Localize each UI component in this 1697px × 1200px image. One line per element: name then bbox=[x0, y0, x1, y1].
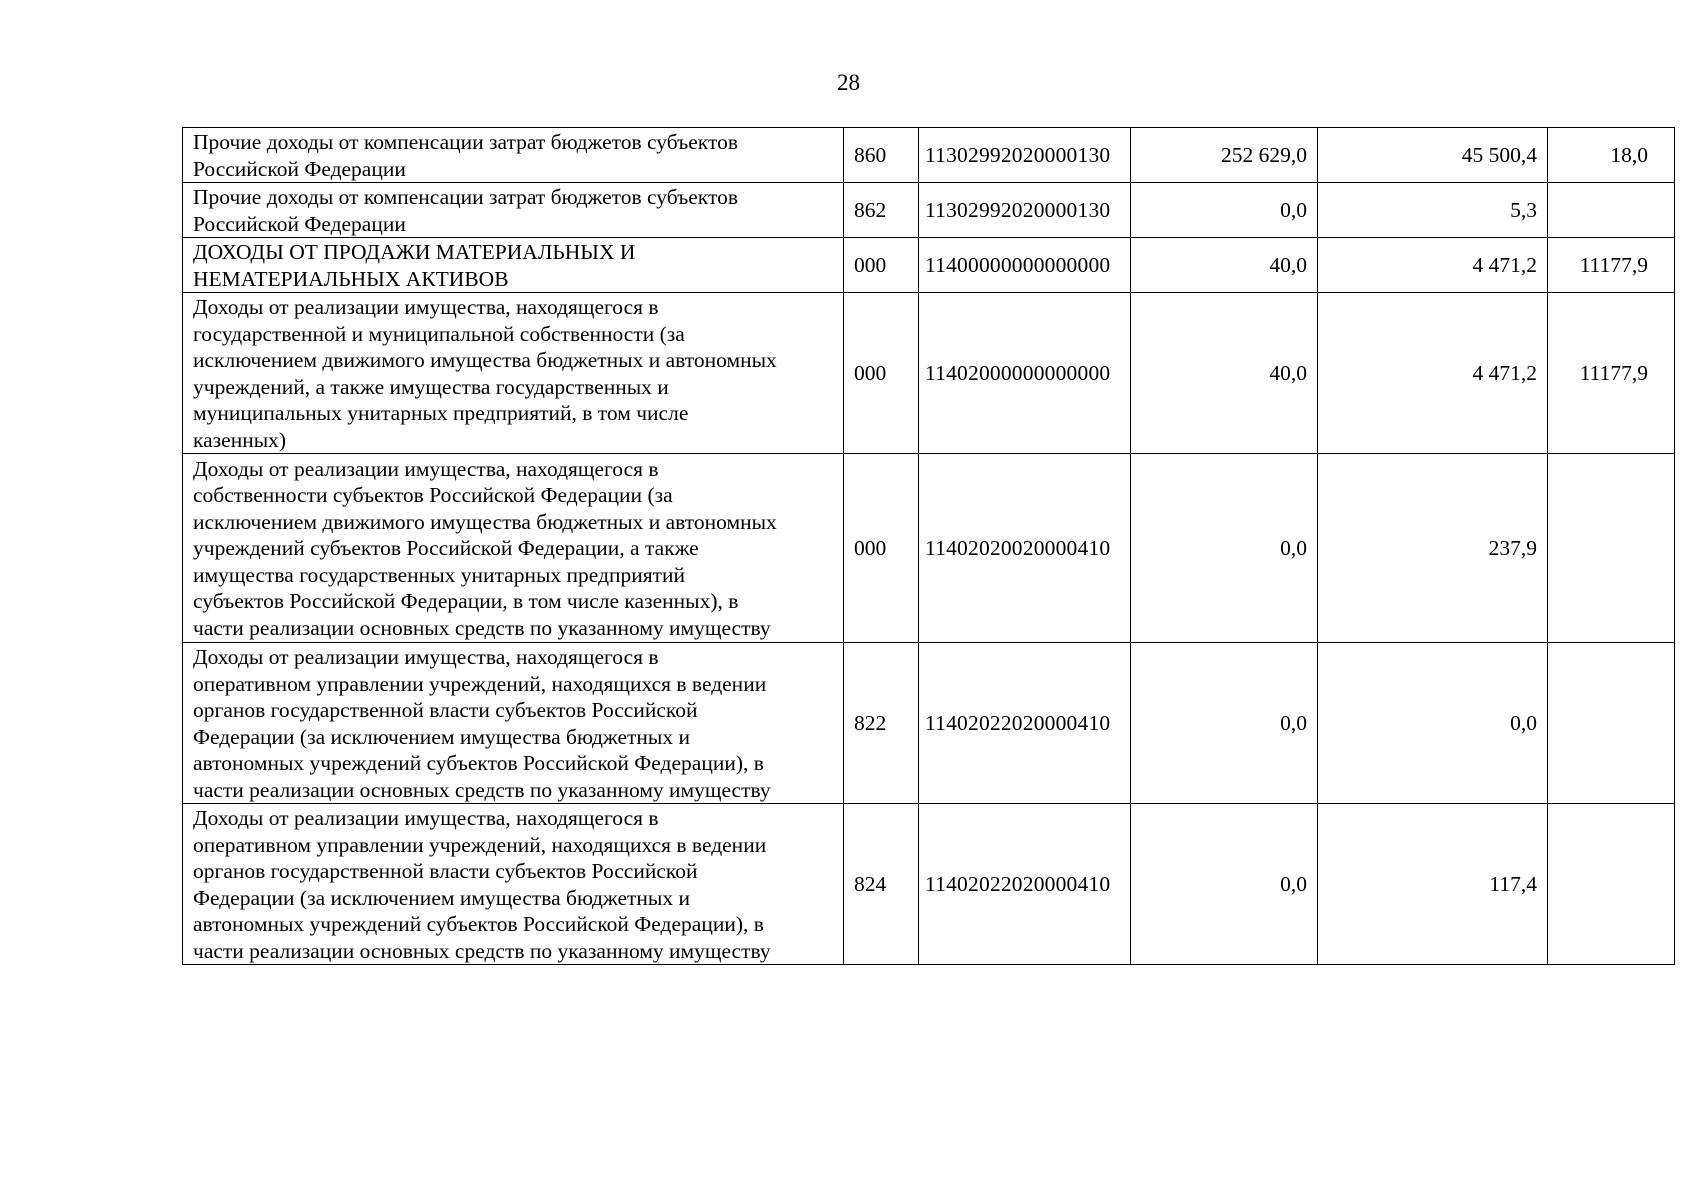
budget-code-cell: 11302992020000130 bbox=[919, 183, 1131, 238]
admin-code-cell: 000 bbox=[844, 454, 919, 643]
admin-code-cell: 824 bbox=[844, 804, 919, 965]
budget-code-cell: 11402000000000000 bbox=[919, 293, 1131, 454]
income-name-cell: Доходы от реализации имущества, находящегося в оперативном управлении учреждений, находящихся в ведении органов государственной власти субъектов Российской Федерации (за исключением имущества бюджетных и автономных учреждений субъектов Российской Федерации), в части реализации основных средств по указанному имуществу bbox=[183, 804, 844, 965]
table-row bbox=[183, 238, 1675, 293]
page-number: 28 bbox=[837, 70, 860, 95]
percent-cell bbox=[1548, 454, 1675, 643]
income-name-cell: ДОХОДЫ ОТ ПРОДАЖИ МАТЕРИАЛЬНЫХ И НЕМАТЕРИАЛЬНЫХ АКТИВОВ bbox=[183, 238, 844, 293]
percent-cell: 18,0 bbox=[1548, 128, 1675, 183]
income-name-cell: Доходы от реализации имущества, находящегося в собственности субъектов Российской Федерации (за исключением движимого имущества бюджетных и автономных учреждений субъектов Российской Федерации, а также имущества государственных унитарных предприятий субъектов Российской Федерации, в том числе казенных), в части реализации основных средств по указанному имуществу bbox=[183, 454, 844, 643]
income-name-cell: Прочие доходы от компенсации затрат бюджетов субъектов Российской Федерации bbox=[183, 128, 844, 183]
admin-code-cell: 000 bbox=[844, 238, 919, 293]
fact-amount-cell: 0,0 bbox=[1318, 643, 1548, 804]
percent-cell: 11177,9 bbox=[1548, 238, 1675, 293]
budget-code-cell: 11302992020000130 bbox=[919, 128, 1131, 183]
percent-cell bbox=[1548, 804, 1675, 965]
plan-amount-cell: 252 629,0 bbox=[1131, 128, 1318, 183]
fact-amount-cell: 5,3 bbox=[1318, 183, 1548, 238]
fact-amount-cell: 45 500,4 bbox=[1318, 128, 1548, 183]
fact-amount-cell: 4 471,2 bbox=[1318, 238, 1548, 293]
plan-amount-cell: 0,0 bbox=[1131, 643, 1318, 804]
income-name-cell: Доходы от реализации имущества, находящегося в государственной и муниципальной собственности (за исключением движимого имущества бюджетных и автономных учреждений, а также имущества государственных и муниципальных унитарных предприятий, в том числе казенных) bbox=[183, 293, 844, 454]
table-row bbox=[183, 643, 1675, 804]
income-name-cell: Прочие доходы от компенсации затрат бюджетов субъектов Российской Федерации bbox=[183, 183, 844, 238]
budget-code-cell: 11402022020000410 bbox=[919, 804, 1131, 965]
plan-amount-cell: 40,0 bbox=[1131, 238, 1318, 293]
table-row bbox=[183, 293, 1675, 454]
income-name-cell: Доходы от реализации имущества, находящегося в оперативном управлении учреждений, находящихся в ведении органов государственной власти субъектов Российской Федерации (за исключением имущества бюджетных и автономных учреждений субъектов Российской Федерации), в части реализации основных средств по указанному имуществу bbox=[183, 643, 844, 804]
budget-code-cell: 11402022020000410 bbox=[919, 643, 1131, 804]
percent-cell bbox=[1548, 183, 1675, 238]
table-row bbox=[183, 183, 1675, 238]
table-row bbox=[183, 128, 1675, 183]
admin-code-cell: 862 bbox=[844, 183, 919, 238]
table-row bbox=[183, 804, 1675, 965]
admin-code-cell: 000 bbox=[844, 293, 919, 454]
percent-cell bbox=[1548, 643, 1675, 804]
budget-revenue-table bbox=[182, 127, 1675, 965]
fact-amount-cell: 4 471,2 bbox=[1318, 293, 1548, 454]
plan-amount-cell: 0,0 bbox=[1131, 454, 1318, 643]
fact-amount-cell: 237,9 bbox=[1318, 454, 1548, 643]
admin-code-cell: 860 bbox=[844, 128, 919, 183]
plan-amount-cell: 0,0 bbox=[1131, 804, 1318, 965]
table-row bbox=[183, 454, 1675, 643]
plan-amount-cell: 0,0 bbox=[1131, 183, 1318, 238]
admin-code-cell: 822 bbox=[844, 643, 919, 804]
budget-code-cell: 11402020020000410 bbox=[919, 454, 1131, 643]
fact-amount-cell: 117,4 bbox=[1318, 804, 1548, 965]
percent-cell: 11177,9 bbox=[1548, 293, 1675, 454]
plan-amount-cell: 40,0 bbox=[1131, 293, 1318, 454]
budget-code-cell: 11400000000000000 bbox=[919, 238, 1131, 293]
